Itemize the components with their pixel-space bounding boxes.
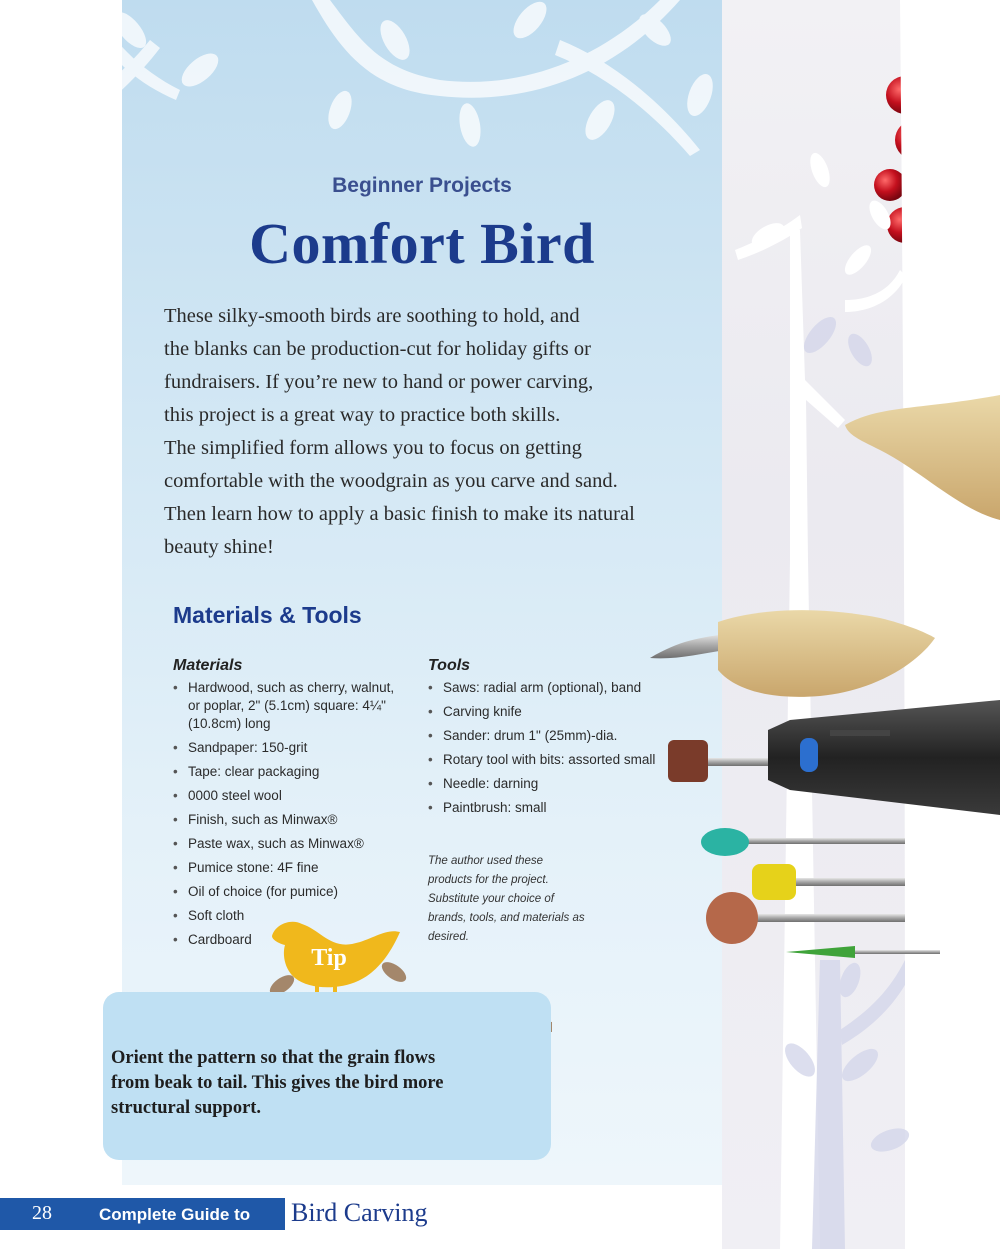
materials-list — [173, 679, 398, 949]
rotary-tool-photo — [668, 700, 1000, 815]
list-item: • Tape: clear packaging — [173, 763, 398, 781]
page-number: 28 — [32, 1202, 52, 1224]
list-item: • Paintbrush: small — [428, 799, 668, 817]
materials-tools-heading: Materials & Tools — [173, 602, 362, 628]
intro-line: These silky-smooth birds are soothing to hold, and — [164, 305, 580, 327]
tools-list — [428, 679, 668, 817]
materials-heading: Materials — [173, 657, 243, 674]
list-item: • Finish, such as Minwax® — [173, 811, 398, 829]
products-note: The author used these products for the project. Substitute your choice of brands, tools, and materials as desired. — [428, 855, 585, 943]
rotary-bits-photo — [701, 828, 940, 958]
list-item: • Sandpaper: 150-grit — [173, 739, 398, 757]
tree-branches-top — [0, 0, 718, 175]
list-item: • Paste wax, such as Minwax® — [173, 835, 398, 853]
list-item: • Saws: radial arm (optional), band — [428, 679, 668, 697]
tree-leaves-right — [748, 150, 895, 279]
list-item: • Pumice stone: 4F fine — [173, 859, 398, 877]
intro-line: The simplified form allows you to focus on getting — [164, 437, 582, 459]
intro-paragraph — [164, 300, 704, 564]
footer-book-title: Bird Carving — [291, 1198, 428, 1227]
list-item: • Carving knife — [428, 703, 668, 721]
intro-line: fundraisers. If you’re new to hand or power carving, — [164, 371, 594, 393]
list-item: • Cardboard — [173, 931, 398, 949]
list-item: • Rotary tool with bits: assorted small — [428, 751, 668, 769]
list-item: • Soft cloth — [173, 907, 398, 925]
carving-knife-photo — [650, 610, 935, 697]
intro-line: this project is a great way to practice both skills. — [164, 404, 561, 426]
intro-line: the blanks can be production-cut for holiday gifts or — [164, 338, 591, 360]
tip-label: Tip — [311, 945, 347, 971]
materials-column — [173, 657, 398, 955]
list-item: • Needle: darning — [428, 775, 668, 793]
intro-line: beauty shine! — [164, 536, 274, 558]
intro-line: Then learn how to apply a basic finish to make its natural — [164, 503, 635, 525]
list-item: • Hardwood, such as cherry, walnut, or poplar, 2" (5.1cm) square: 4¼" (10.8cm) long — [173, 679, 398, 733]
tools-column — [428, 657, 668, 823]
tip-text: Orient the pattern so that the grain flows from beak to tail. This gives the bird more structural support. — [111, 1048, 444, 1118]
tools-heading: Tools — [428, 657, 471, 674]
list-item: • 0000 steel wool — [173, 787, 398, 805]
footer-series-label: Complete Guide to — [99, 1205, 251, 1224]
page-title: Comfort Bird — [249, 211, 595, 276]
list-item: • Sander: drum 1" (25mm)-dia. — [428, 727, 668, 745]
list-item: • Oil of choice (for pumice) — [173, 883, 398, 901]
intro-line: comfortable with the woodgrain as you carve and sand. — [164, 470, 618, 492]
section-kicker: Beginner Projects — [332, 174, 512, 197]
